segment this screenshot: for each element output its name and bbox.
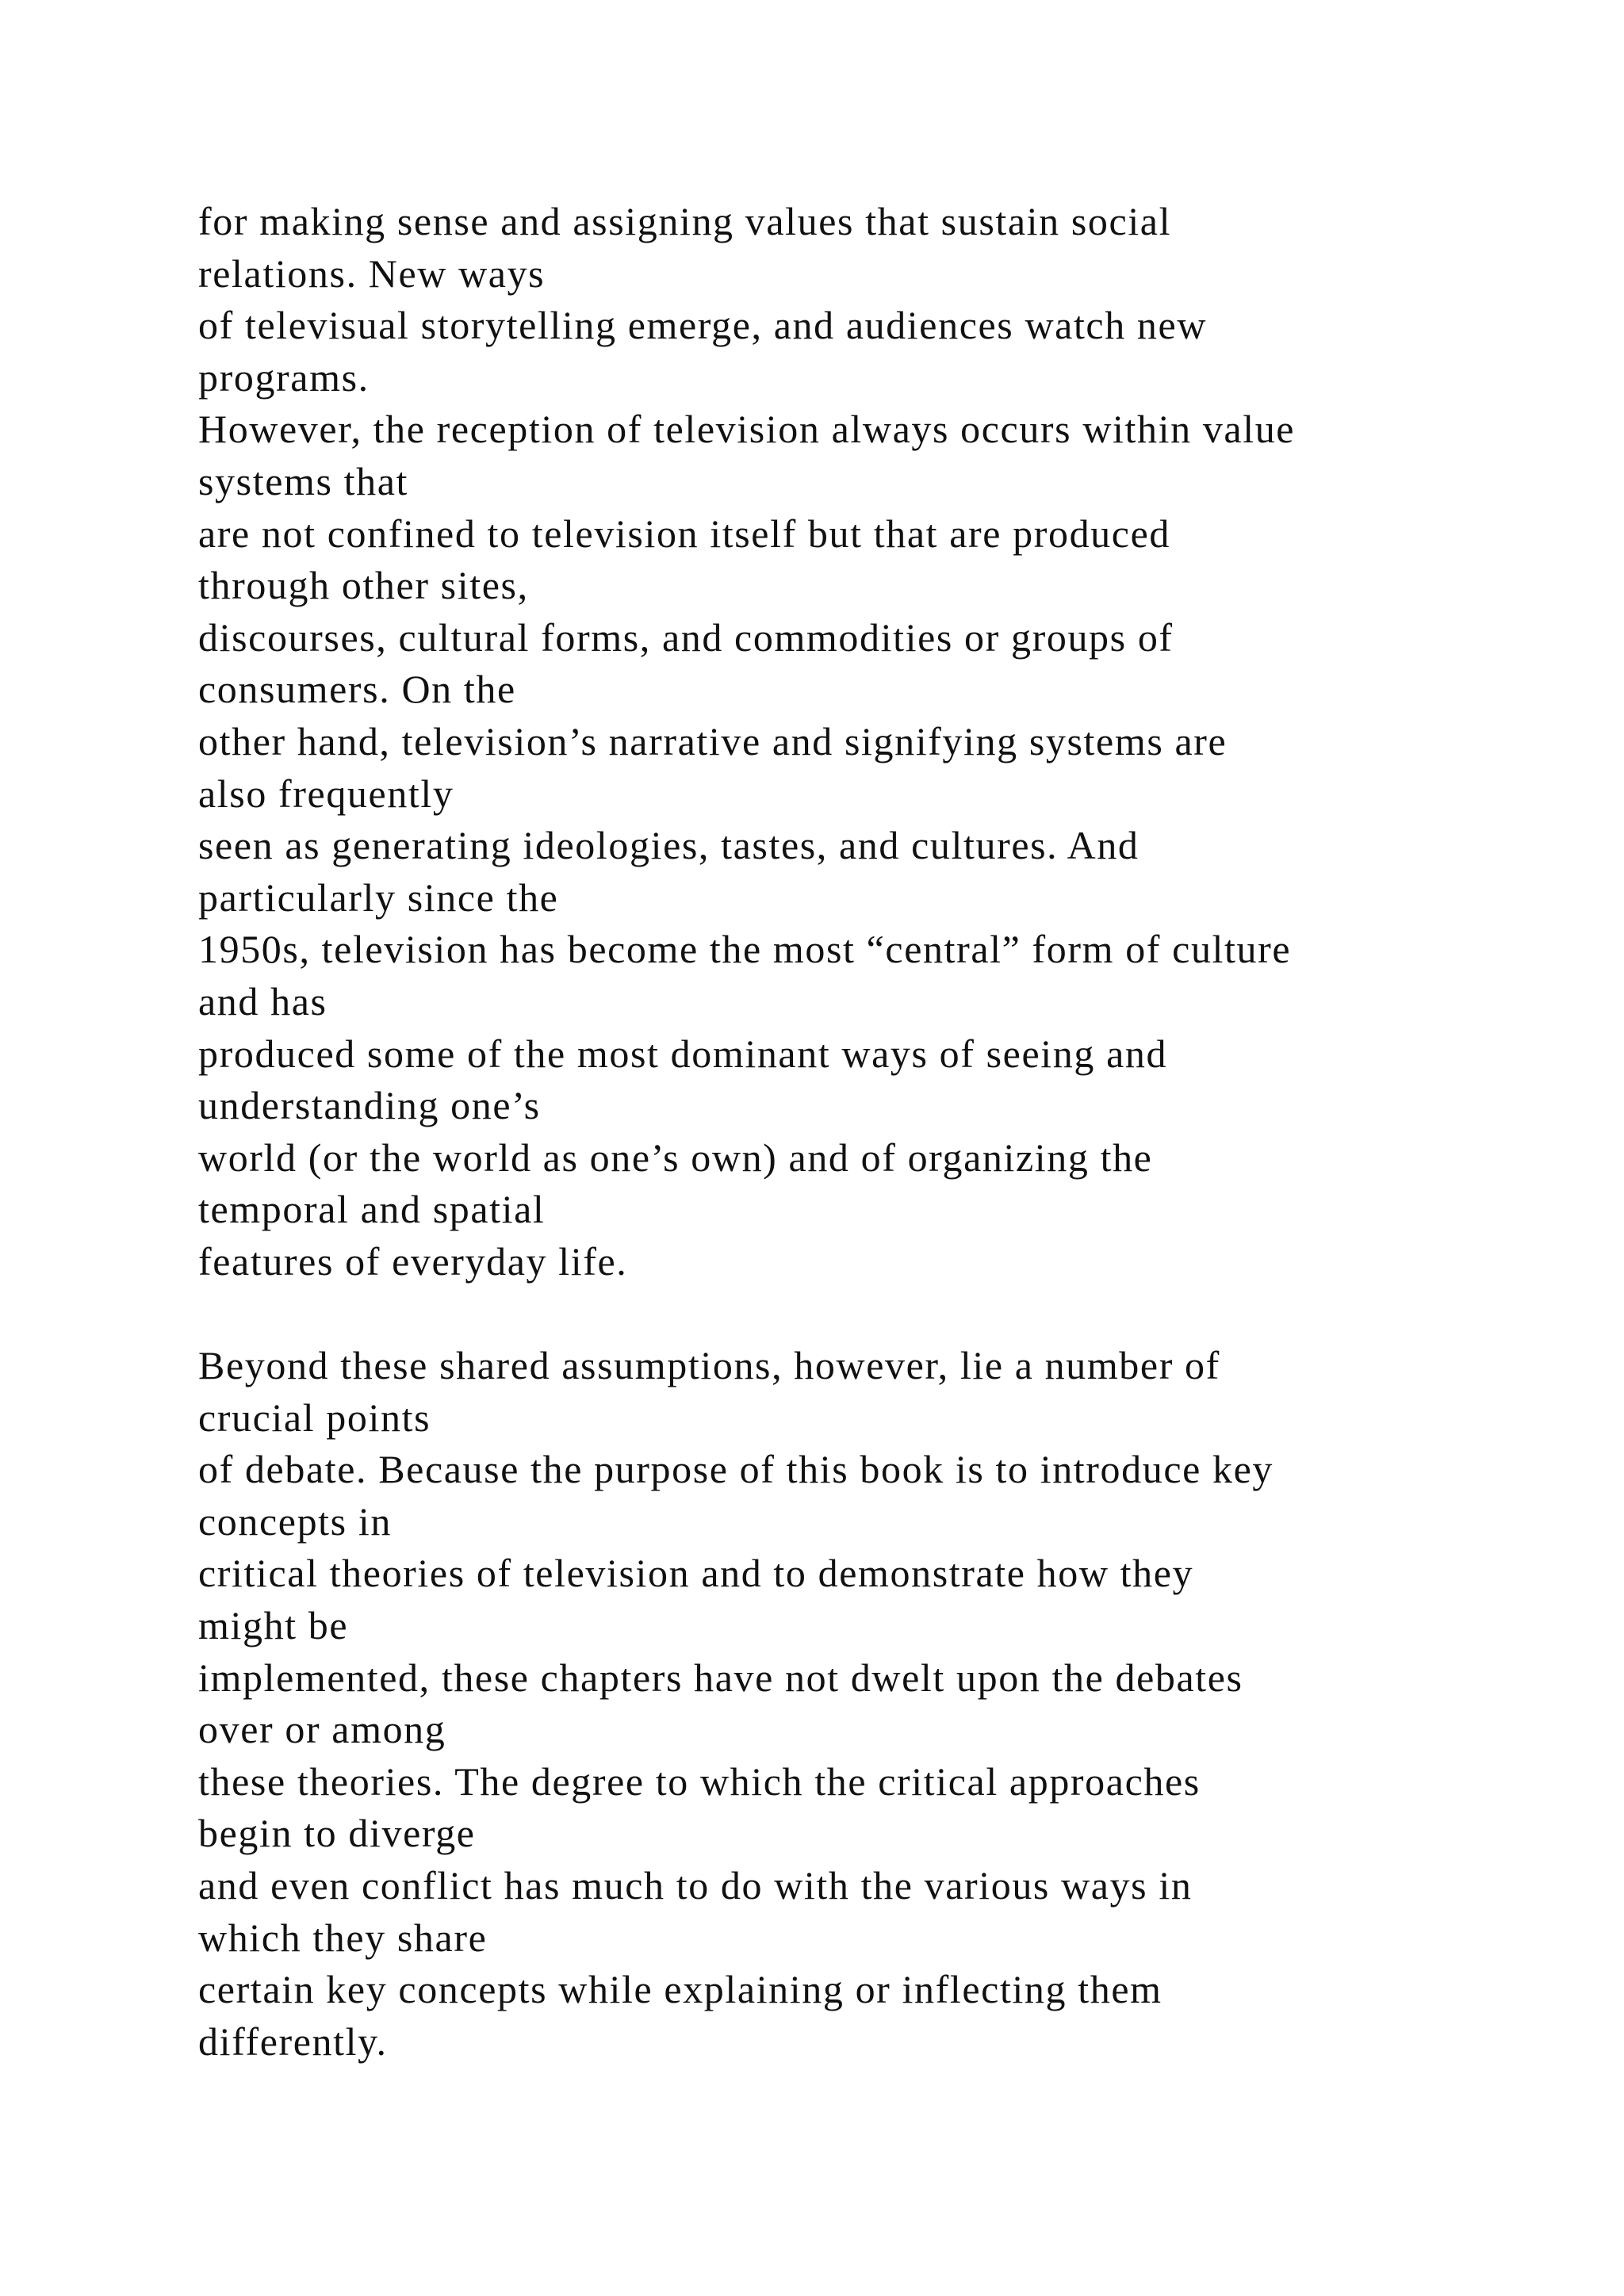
text-line: produced some of the most dominant ways of seeing and (198, 1031, 1168, 1076)
text-line: world (or the world as one’s own) and of organizing the (198, 1135, 1153, 1180)
text-line: 1950s, television has become the most “central” form of culture (198, 927, 1292, 972)
text-line: crucial points (198, 1395, 431, 1440)
text-line: through other sites, (198, 563, 529, 608)
text-line: particularly since the (198, 874, 559, 920)
paragraph-gap (198, 1288, 1562, 1340)
text-line: temporal and spatial (198, 1187, 546, 1232)
text-line: features of everyday life. (198, 1238, 628, 1284)
text-line: systems that (198, 458, 409, 503)
text-line: relations. New ways (198, 251, 546, 296)
text-line: which they share (198, 1915, 488, 1960)
body-text (198, 196, 1562, 2068)
text-line: are not confined to television itself but that are produced (198, 511, 1170, 556)
text-line: seen as generating ideologies, tastes, and cultures. And (198, 823, 1139, 868)
text-line: concepts in (198, 1498, 392, 1544)
text-line: other hand, television’s narrative and signifying systems are (198, 718, 1228, 763)
text-line: begin to diverge (198, 1811, 476, 1856)
text-line: Beyond these shared assumptions, however, lie a number of (198, 1343, 1220, 1388)
text-line: programs. (198, 354, 370, 400)
text-line: might be (198, 1603, 349, 1648)
text-line: for making sense and assigning values that sustain social (198, 199, 1172, 243)
text-line: differently. (198, 2019, 388, 2064)
text-line: these theories. The degree to which the critical approaches (198, 1758, 1201, 1804)
text-line: and has (198, 978, 327, 1024)
text-line: critical theories of television and to demonstrate how they (198, 1551, 1194, 1596)
text-line: and even conflict has much to do with the various ways in (198, 1863, 1193, 1908)
text-line: discourses, cultural forms, and commodities or groups of (198, 614, 1174, 660)
paragraph-1 (198, 196, 1562, 1288)
text-line: However, the reception of television always occurs within value (198, 407, 1296, 452)
paragraph-2 (198, 1340, 1562, 2068)
text-line: certain key concepts while explaining or inflecting them (198, 1967, 1162, 2012)
text-line: implemented, these chapters have not dwelt upon the debates (198, 1655, 1243, 1700)
text-line: also frequently (198, 771, 454, 816)
text-line: understanding one’s (198, 1083, 541, 1128)
text-line: of debate. Because the purpose of this book is to introduce key (198, 1447, 1274, 1492)
text-line: over or among (198, 1707, 446, 1752)
text-line: of televisual storytelling emerge, and audiences watch new (198, 303, 1208, 348)
text-line: consumers. On the (198, 667, 516, 712)
